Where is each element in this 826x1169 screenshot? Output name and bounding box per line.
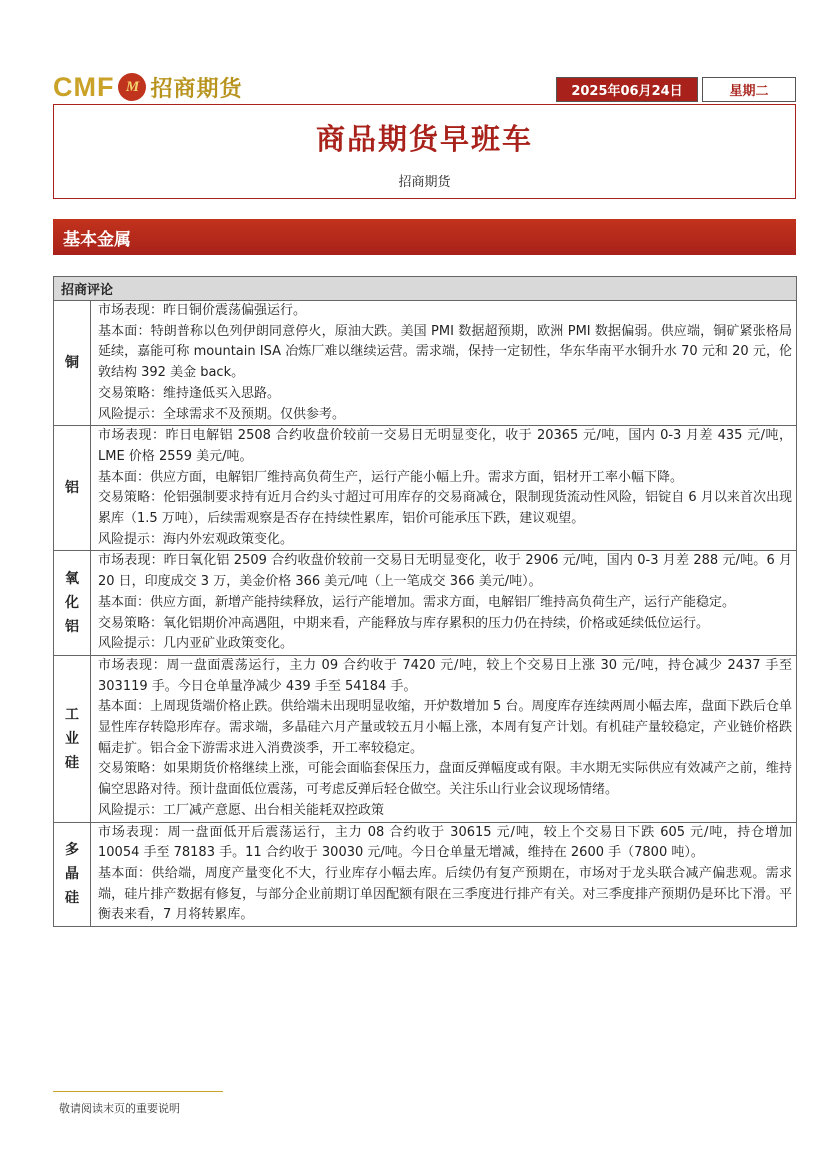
report-title: 商品期货早班车: [315, 122, 533, 156]
company-logo: [53, 70, 243, 104]
commentary-line: 市场表现：周一盘面震荡运行，主力 09 合约收于 7420 元/吨，较上个交易日上涨 30 元/吨，持仓减少 2437 手至 303119 手。今日仓单量净减少 439 手至 54184 手。: [98, 657, 793, 694]
commentary-line: 市场表现：周一盘面低开后震荡运行，主力 08 合约收于 30615 元/吨，较上个交易日下跌 605 元/吨，持仓增加 10054 手至 78183 手。11 合约收于 30030 元/吨。今日仓单量无增减，维持在 2600 手（7800 吨）。: [98, 824, 793, 861]
commentary-table: [53, 276, 797, 927]
metal-commentary: [91, 426, 797, 551]
table-row: [54, 822, 797, 927]
footer-divider: [53, 1091, 223, 1092]
metal-name: 工 业 硅: [54, 655, 91, 822]
commentary-line: 风险提示：工厂减产意愿、出台相关能耗双控政策: [98, 802, 385, 818]
commentary-line: 基本面：特朗普称以色列伊朗同意停火，原油大跌。美国 PMI 数据超预期，欧洲 PMI 数据偏弱。供应端，铜矿紧张格局延续，嘉能可称 mountain ISA 冶炼厂难以继续运营。需求端，保持一定韧性，华东华南平水铜升水 70 元和 20 元，伦敦结构 392 美金 back。: [98, 323, 793, 381]
report-date: 2025年06月24日: [556, 77, 698, 102]
table-row: [54, 655, 797, 822]
metal-name: 铜: [54, 301, 91, 426]
commentary-line: 风险提示：全球需求不及预期。仅供参考。: [98, 406, 346, 422]
footer-disclaimer: 敬请阅读末页的重要说明: [59, 1102, 180, 1115]
commentary-line: 基本面：上周现货端价格止跌。供给端未出现明显收缩，开炉数增加 5 台。周度库存连续两周小幅去库，盘面下跌后仓单显性库存转隐形库存。需求端，多晶硅六月产量或较五月小幅上涨，本周有复产计划。有机硅产量较稳定，产业链价格跌幅走扩。铝合金下游需求进入消费淡季，开工率较稳定。: [98, 699, 793, 756]
logo-chinese-text: 招商期货: [150, 76, 243, 102]
page-header: [53, 70, 796, 104]
table-header: 招商评论: [54, 277, 797, 301]
commentary-line: 市场表现：昨日氧化铝 2509 合约收盘价较前一交易日无明显变化，收于 2906 元/吨，国内 0-3 月差 288 元/吨。6 月 20 日，印度成交 3 万，美金价格 366 美元/吨（上一笔成交 366 美元/吨）。: [98, 553, 793, 590]
metal-commentary: [91, 551, 797, 656]
section-header-basic-metals: 基本金属: [53, 219, 796, 255]
metal-name: 铝: [54, 426, 91, 551]
commentary-line: 交易策略：伦铝强制要求持有近月合约头寸超过可用库存的交易商减仓，限制现货流动性风险，铝锭自 6 月以来首次出现累库（1.5 万吨），后续需观察是否存在持续性累库，铝价可能承压下跌，建议观望。: [98, 490, 793, 527]
metal-commentary: [91, 655, 797, 822]
table-row: [54, 301, 797, 426]
logo-latin-text: CMF: [53, 71, 115, 102]
table-row: [54, 551, 797, 656]
commentary-line: 交易策略：维持逢低买入思路。: [98, 385, 281, 401]
table-header-row: [54, 277, 797, 301]
metal-commentary: [91, 822, 797, 927]
commentary-line: 市场表现：昨日电解铝 2508 合约收盘价较前一交易日无明显变化，收于 20365 元/吨，国内 0-3 月差 435 元/吨，LME 价格 2559 美元/吨。: [98, 428, 793, 464]
commentary-line: 交易策略：氧化铝期价冲高遇阻，中期来看，产能释放与库存累积的压力仍在持续，价格或延续低位运行。: [98, 615, 710, 631]
report-author: 招商期货: [398, 175, 451, 190]
commentary-line: 基本面：供给端，周度产量变化不大，行业库存小幅去库。后续仍有复产预期在，市场对于龙头联合减产偏悲观。需求端，硅片排产数据有修复，与部分企业前期订单因配额有限在三季度进行排产有关。对三季度排产预期仍是环比下滑。平衡表来看，7 月将转累库。: [98, 865, 793, 923]
commentary-line: 风险提示：几内亚矿业政策变化。: [98, 636, 294, 652]
commentary-line: 市场表现：昨日铜价震荡偏强运行。: [98, 303, 307, 318]
commentary-line: 基本面：供应方面，新增产能持续释放，运行产能增加。需求方面，电解铝厂维持高负荷生产，运行产能稳定。: [98, 594, 736, 610]
metal-name: 氧 化 铝: [54, 551, 91, 656]
commentary-line: 交易策略：如果期货价格继续上涨，可能会面临套保压力，盘面反弹幅度或有限。丰水期无实际供应有效减产之前，维持偏空思路对待。预计盘面低位震荡，可考虑反弹后轻仓做空。关注乐山行业会议现场情绪。: [98, 761, 793, 798]
commentary-line: 基本面：供应方面，电解铝厂维持高负荷生产，运行产能小幅上升。需求方面，铝材开工率小幅下降。: [98, 469, 684, 485]
report-weekday: 星期二: [702, 77, 796, 102]
metal-commentary: [91, 301, 797, 426]
commentary-line: 风险提示：海内外宏观政策变化。: [98, 531, 294, 547]
metal-name: 多 晶 硅: [54, 822, 91, 927]
table-row: [54, 426, 797, 551]
title-box: [53, 104, 796, 199]
logo-emblem-icon: M: [118, 73, 146, 101]
